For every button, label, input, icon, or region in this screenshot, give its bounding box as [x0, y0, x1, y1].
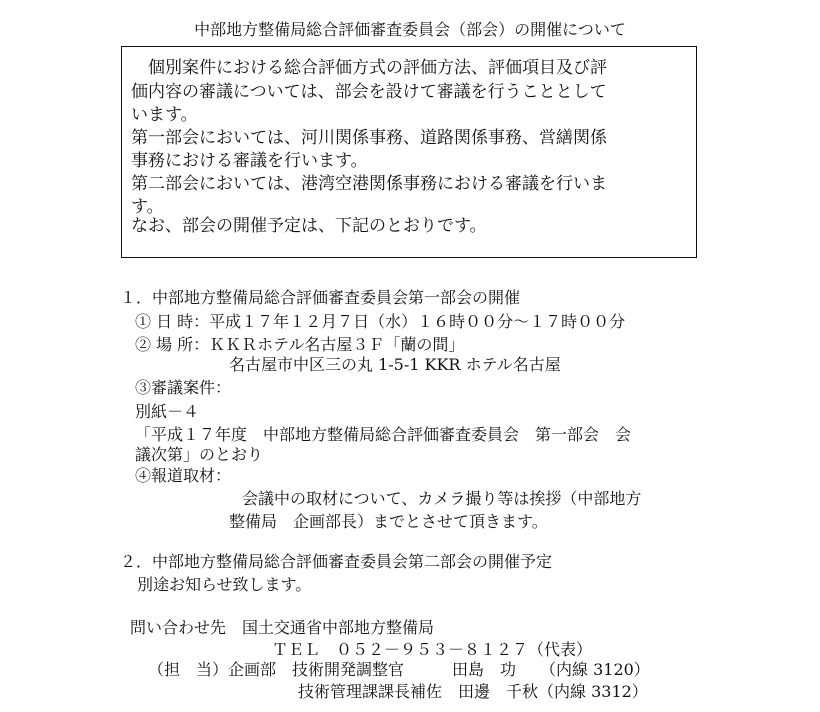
summary-line: います。 — [131, 105, 198, 125]
contact-label: 問い合わせ先 国土交通省中部地方整備局 — [130, 618, 435, 637]
meeting-date: ① 日 時：平成１７年１２月７日（水）１６時００分～１７時００分 — [135, 312, 626, 331]
agenda-title: 議次第」のとおり — [135, 445, 264, 464]
page-title: 中部地方整備局総合評価審査委員会（部会）の開催について — [194, 20, 626, 39]
agenda-reference: 別紙－４ — [135, 402, 200, 421]
section2-text: 別途お知らせ致します。 — [137, 575, 312, 594]
contact-person: （担 当）企画部 技術開発調整官 田島 功 （内線 3120） — [148, 660, 650, 679]
summary-line: 価内容の審議については、部会を設けて審議を行うこととして — [131, 82, 607, 102]
summary-line: す。 — [131, 197, 164, 217]
press-text: 会議中の取材について、カメラ撮り等は挨拶（中部地方 — [242, 489, 642, 508]
agenda-title: 「平成１７年度 中部地方整備局総合評価審査委員会 第一部会 会 — [135, 425, 632, 444]
meeting-place: ② 場 所：ＫＫＲホテル名古屋３Ｆ「蘭の間」 — [135, 335, 465, 354]
meeting-address: 名古屋市中区三の丸 1-5-1 KKR ホテル名古屋 — [229, 355, 561, 374]
summary-line: 第二部会においては、港湾空港関係事務における審議を行いま — [131, 174, 607, 194]
agenda-label: ③審議案件： — [135, 378, 232, 397]
summary-line: 個別案件における総合評価方式の評価方法、評価項目及び評 — [131, 58, 607, 78]
press-label: ④報道取材： — [135, 466, 232, 485]
section2-heading: ２．中部地方整備局総合評価審査委員会第二部会の開催予定 — [120, 552, 553, 571]
summary-line: なお、部会の開催予定は、下記のとおりです。 — [131, 216, 487, 236]
contact-person: 技術管理課課長補佐 田邊 千秋（内線 3312） — [298, 682, 648, 701]
summary-line: 事務における審議を行います。 — [131, 151, 368, 171]
summary-line: 第一部会においては、河川関係事務、道路関係事務、営繕関係 — [131, 128, 607, 148]
press-text: 整備局 企画部長）までとさせて頂きます。 — [229, 512, 548, 531]
contact-tel: ＴＥＬ ０５２－９５３－８１２７（代表） — [272, 640, 593, 659]
section1-heading: １．中部地方整備局総合評価審査委員会第一部会の開催 — [120, 288, 521, 307]
